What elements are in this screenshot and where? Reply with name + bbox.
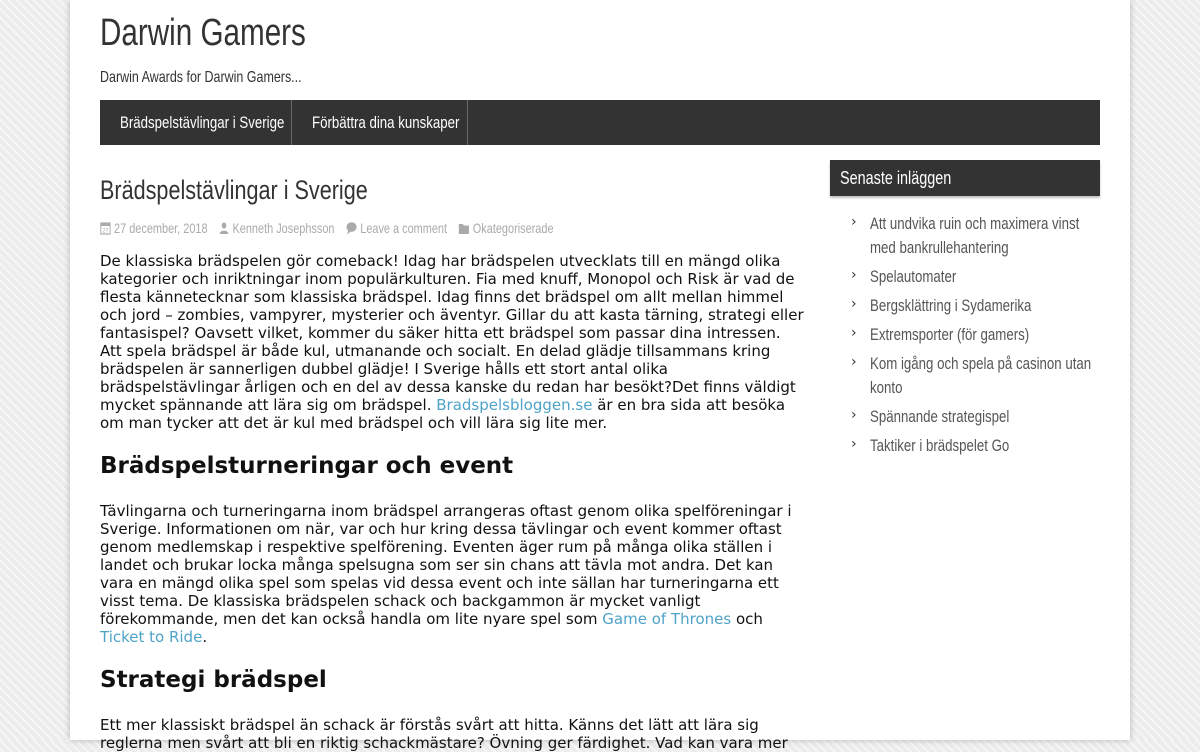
site-title[interactable]: Darwin Gamers — [100, 12, 306, 54]
recent-post-item[interactable] — [830, 294, 1100, 318]
chevron-right-icon: › — [851, 325, 857, 341]
recent-post-link[interactable]: Spännande strategispel — [870, 407, 1010, 426]
chevron-right-icon: › — [851, 407, 857, 423]
menu-item-forbattra[interactable] — [292, 100, 468, 145]
user-icon — [218, 221, 229, 235]
widget-title-bar — [830, 160, 1100, 196]
recent-post-item[interactable] — [830, 265, 1100, 289]
recent-post-link[interactable]: Taktiker i brädspelet Go — [870, 436, 1010, 455]
post-date-text: 27 december, 2018 — [114, 220, 208, 236]
main-content — [100, 170, 810, 752]
chevron-right-icon: › — [851, 214, 857, 230]
intro-text: De klassiska brädspelen gör comeback! Idag har brädspelen utvecklats till en mängd olika kategorier och inriktningar inom populärkulturen. Fia med knuff, Monopol och Risk är vad de flesta kännetecknar som klassiska brädspel. Idag finns det brädspel om allt mellan himmel och jord – zombies, vampyrer, mysterier och äventyr. Gillar du att kasta tärning, strategi eller fantasispel? Oavsett vilket, kommer du säker hitta ett brädspel som passar dina intressen. Att spela brädspel är både kul, utmanande och socialt. En delad glädje tillsammans kring brädspelen är sannerligen dubbel glädje! I Sverige hålls ett stort antal olika brädspelstävlingar årligen och en del av dessa kanske du redan har besökt?Det finns väldigt mycket spännande att lära sig om brädspel. — [100, 252, 804, 414]
intro-after-text: är en bra sida att besöka om man tycker att det är kul med brädspel och vill lära sig lite mer. — [100, 396, 786, 432]
bradspelsbloggen-link[interactable]: Bradspelsbloggen.se — [436, 396, 593, 414]
post-body — [100, 252, 805, 752]
recent-posts-list — [830, 212, 1100, 458]
section2-text: Ett mer klassiskt brädspel än schack är förstås svårt att hitta. Känns det lätt att lära sig reglerna men svårt att bli en riktig schackmästare? Övning ger färdighet. Vad kan vara mer — [100, 716, 788, 752]
recent-post-link[interactable]: Bergsklättring i Sydamerika — [870, 296, 1032, 315]
section1-och-text: och — [735, 610, 763, 628]
recent-post-item[interactable] — [830, 323, 1100, 347]
menu-item-label: Brädspelstävlingar i Sverige — [120, 112, 285, 132]
chevron-right-icon: › — [851, 267, 857, 283]
page-container — [70, 0, 1130, 752]
recent-post-link[interactable]: Att undvika ruin och maximera vinst med bankrullehantering — [870, 214, 1080, 257]
post-author[interactable] — [218, 220, 334, 236]
post-category[interactable] — [458, 220, 554, 236]
post-title[interactable]: Brädspelstävlingar i Sverige — [100, 175, 368, 205]
section-heading-turneringar: Brädspelsturneringar och event — [100, 453, 514, 479]
section-paragraph-turneringar — [100, 502, 805, 646]
widget-title: Senaste inläggen — [840, 167, 952, 188]
calendar-icon — [100, 221, 111, 235]
recent-post-link[interactable]: Spelautomater — [870, 267, 957, 286]
recent-post-link[interactable]: Kom igång och spela på casinon utan konto — [870, 354, 1092, 397]
section1-text: Tävlingarna och turneringarna inom brädspel arrangeras oftast genom olika spelföreningar i Sverige. Informationen om när, var och hur kring dessa tävlingar och event kommer oftast genom medlemskap i respektive spelförening. Eventen äger rum på många olika ställen i landet och brukar locka många spelsugna som ser sin chans att tävla mot andra. Det kan vara en mängd olika spel som spelas vid dessa event och inte sällan har turneringarna ett visst tema. De klassiska brädspelen schack och backgammon är mycket vanligt förekommande, men det kan också handla om lite nyare spel som — [100, 502, 792, 628]
recent-post-item[interactable] — [830, 212, 1100, 260]
site-tagline: Darwin Awards for Darwin Gamers... — [100, 69, 302, 86]
post-author-text: Kenneth Josephsson — [232, 220, 335, 236]
recent-post-item[interactable] — [830, 434, 1100, 458]
chevron-right-icon: › — [851, 354, 857, 370]
menu-item-label: Förbättra dina kunskaper — [312, 112, 460, 132]
chevron-right-icon: › — [851, 296, 857, 312]
post-date[interactable] — [100, 220, 208, 236]
post-intro-paragraph — [100, 252, 805, 432]
chevron-right-icon: › — [851, 436, 857, 452]
post-meta — [100, 218, 564, 238]
folder-icon — [458, 222, 470, 235]
section-heading-strategi: Strategi brädspel — [100, 667, 327, 693]
sidebar — [830, 160, 1100, 463]
svg-text:27: 27 — [102, 228, 109, 235]
game-of-thrones-link[interactable]: Game of Thrones — [602, 610, 732, 628]
main-menu — [100, 100, 1100, 145]
post-category-text: Okategoriserade — [472, 220, 554, 236]
recent-post-item[interactable] — [830, 352, 1100, 400]
post-comments-text: Leave a comment — [360, 220, 448, 236]
section1-end-text: . — [202, 628, 208, 646]
post-comments-link[interactable] — [345, 220, 447, 236]
speech-bubble-icon — [345, 221, 357, 235]
recent-post-link[interactable]: Extremsporter (för gamers) — [870, 325, 1030, 344]
menu-item-bradspelstavlingar[interactable] — [100, 100, 292, 145]
ticket-to-ride-link[interactable]: Ticket to Ride — [100, 628, 203, 646]
section-paragraph-strategi — [100, 716, 805, 752]
recent-post-item[interactable] — [830, 405, 1100, 429]
